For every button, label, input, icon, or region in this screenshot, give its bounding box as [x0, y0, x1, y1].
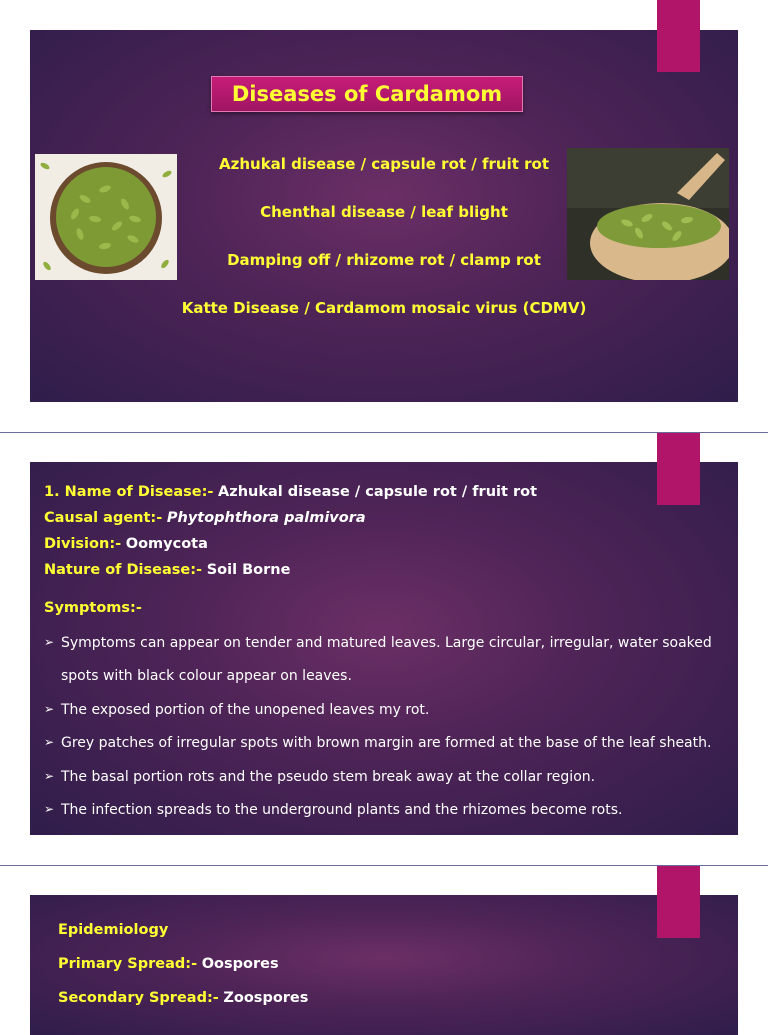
symptom-text: Grey patches of irregular spots with brown margin are formed at the base of the leaf sheath.	[61, 735, 712, 751]
causal-agent-label: Causal agent:-	[44, 510, 163, 526]
nature-label: Nature of Disease:-	[44, 562, 203, 578]
disease-item: Katte Disease / Cardamom mosaic virus (CDMV)	[181, 299, 587, 317]
division-line	[44, 536, 208, 552]
accent-tab	[657, 866, 700, 938]
accent-tab	[657, 433, 700, 505]
disease-name-value: Azhukal disease / capsule rot / fruit rot	[218, 484, 538, 500]
slide-title: Diseases of Cardamom	[211, 76, 523, 112]
primary-spread-line	[58, 956, 279, 972]
disease-name-label: 1. Name of Disease:-	[44, 484, 214, 500]
arrow-bullet-icon: ➢	[44, 802, 55, 816]
symptom-text: The basal portion rots and the pseudo stem break away at the collar region.	[61, 769, 596, 785]
symptom-text: Symptoms can appear on tender and matured leaves. Large circular, irregular, water soaked	[61, 635, 712, 651]
symptom-text: The infection spreads to the underground plants and the rhizomes become rots.	[61, 802, 623, 818]
symptom-text: The exposed portion of the unopened leaves my rot.	[61, 702, 430, 718]
primary-spread-label: Primary Spread:-	[58, 956, 198, 972]
causal-agent-value: Phytophthora palmivora	[166, 510, 366, 526]
disease-item: Azhukal disease / capsule rot / fruit rot	[219, 155, 549, 173]
nature-line	[44, 562, 290, 578]
secondary-spread-value: Zoospores	[223, 990, 309, 1006]
causal-agent-line	[44, 510, 366, 526]
secondary-spread-line	[58, 990, 308, 1006]
arrow-bullet-icon: ➢	[44, 769, 55, 783]
division-value: Oomycota	[125, 536, 208, 552]
slide-diseases-overview	[30, 30, 738, 402]
slide-divider	[0, 865, 768, 866]
arrow-bullet-icon: ➢	[44, 735, 55, 749]
secondary-spread-label: Secondary Spread:-	[58, 990, 219, 1006]
slide-epidemiology	[30, 895, 738, 1035]
disease-item: Damping off / rhizome rot / clamp rot	[227, 251, 541, 269]
slide-divider	[0, 432, 768, 433]
symptoms-heading: Symptoms:-	[44, 600, 142, 616]
nature-value: Soil Borne	[206, 562, 291, 578]
accent-tab	[657, 0, 700, 72]
primary-spread-value: Oospores	[201, 956, 279, 972]
arrow-bullet-icon: ➢	[44, 635, 55, 649]
epidemiology-heading: Epidemiology	[58, 922, 169, 938]
symptom-text: spots with black colour appear on leaves.	[61, 668, 352, 684]
arrow-bullet-icon: ➢	[44, 702, 55, 716]
slide-azhukal-disease	[30, 462, 738, 835]
disease-name-line	[44, 484, 537, 500]
disease-item: Chenthal disease / leaf blight	[260, 203, 508, 221]
division-label: Division:-	[44, 536, 122, 552]
